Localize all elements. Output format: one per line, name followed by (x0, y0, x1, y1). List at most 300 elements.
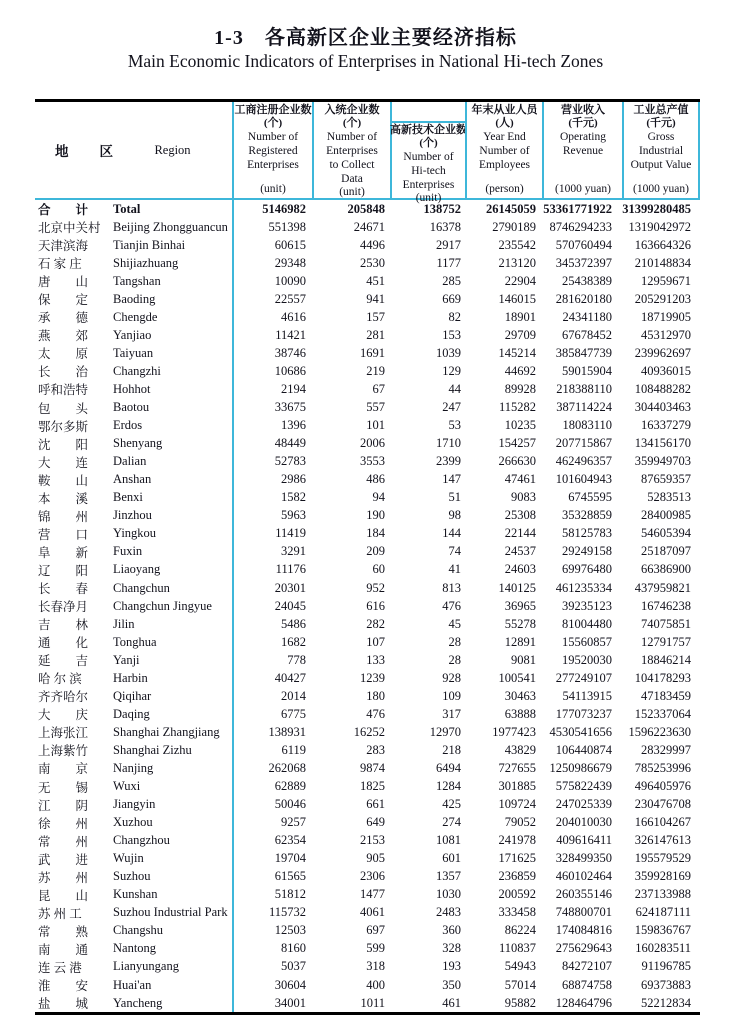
value-cell: 5283513 (647, 490, 691, 505)
value-cell: 28400985 (641, 508, 691, 523)
region-name-cn: 哈 尔 滨 (38, 672, 82, 687)
region-name-en: Shanghai Zhangjiang (113, 724, 220, 739)
value-cell: 241978 (498, 833, 536, 848)
value-cell: 10235 (504, 418, 536, 433)
value-cell: 6119 (281, 742, 306, 757)
value-cell: 95882 (504, 995, 536, 1010)
value-cell: 87659357 (641, 472, 691, 487)
region-name-cn: 无 锡 (38, 780, 89, 795)
value-cell: 575822439 (555, 779, 612, 794)
region-name-cn: 长 治 (38, 365, 89, 380)
value-cell: 218 (442, 742, 461, 757)
table-row (35, 868, 700, 886)
hitech-sub-box (392, 121, 465, 207)
table-row (35, 561, 700, 579)
value-cell: 748800701 (555, 905, 612, 920)
region-name-en: Tangshan (113, 273, 161, 288)
value-cell: 462496357 (555, 454, 612, 469)
header-text-line: Enterprises (402, 179, 455, 191)
value-cell: 41 (448, 562, 461, 577)
region-name-en: Benxi (113, 490, 143, 505)
value-cell: 616 (366, 598, 385, 613)
value-cell: 54113915 (562, 688, 612, 703)
value-cell: 359949703 (634, 454, 691, 469)
value-cell: 62889 (274, 779, 306, 794)
region-header-cell (35, 102, 232, 198)
header-text-line: Output Value (630, 159, 692, 171)
value-cell: 2483 (436, 905, 461, 920)
region-name-en: Jinzhou (113, 508, 152, 523)
value-cell: 55278 (504, 616, 536, 631)
value-cell: 11176 (275, 562, 306, 577)
table-row (35, 326, 700, 344)
value-cell: 905 (366, 851, 385, 866)
column-header-1 (232, 102, 312, 198)
value-cell: 146015 (498, 291, 536, 306)
region-name-en: Jilin (113, 616, 135, 631)
value-cell: 19704 (274, 851, 306, 866)
value-cell: 108488282 (634, 381, 691, 396)
table-row (35, 399, 700, 417)
region-name-cn: 常 州 (38, 834, 89, 849)
value-cell: 237133988 (634, 887, 691, 902)
value-cell: 624187111 (635, 905, 691, 920)
value-cell: 952 (366, 580, 385, 595)
value-cell: 67 (372, 381, 385, 396)
value-cell: 205291203 (634, 291, 691, 306)
value-cell: 6775 (281, 706, 306, 721)
value-cell: 3553 (360, 454, 385, 469)
value-cell: 18846214 (641, 652, 691, 667)
table-row (35, 922, 700, 940)
value-cell: 385847739 (555, 345, 612, 360)
region-name-cn: 长春净月 (38, 600, 89, 615)
value-cell: 133 (366, 652, 385, 667)
value-cell: 25438389 (562, 273, 612, 288)
value-cell: 53361771922 (543, 201, 612, 216)
value-cell: 166104267 (634, 815, 691, 830)
table-row (35, 759, 700, 777)
region-name-cn: 连 云 港 (38, 960, 82, 975)
value-cell: 599 (366, 941, 385, 956)
value-cell: 22904 (504, 273, 536, 288)
value-cell: 1039 (436, 345, 461, 360)
header-text-line: (1000 yuan) (555, 183, 611, 195)
header-text-line: (person) (485, 183, 524, 195)
region-name-en: Liaoyang (113, 562, 161, 577)
value-cell: 34001 (274, 995, 306, 1010)
value-cell: 47461 (504, 472, 536, 487)
value-cell: 5037 (281, 959, 306, 974)
table-row (35, 200, 700, 218)
region-name-en: Lianyungang (113, 959, 179, 974)
value-cell: 28 (448, 634, 461, 649)
value-cell: 387114224 (556, 400, 612, 415)
region-name-cn: 阜 新 (38, 545, 89, 560)
region-name-en: Changchun Jingyue (113, 598, 212, 613)
value-cell: 205848 (347, 201, 385, 216)
value-cell: 496405976 (634, 779, 691, 794)
value-cell: 400 (366, 977, 385, 992)
value-cell: 33675 (274, 400, 306, 415)
table-row (35, 236, 700, 254)
value-cell: 333458 (498, 905, 536, 920)
value-cell: 266630 (498, 454, 536, 469)
header-text-line: 营业收入 (560, 104, 605, 116)
value-cell: 82 (448, 309, 461, 324)
value-cell: 98 (448, 508, 461, 523)
value-cell: 74075851 (641, 616, 691, 631)
region-name-en: Fuxin (113, 544, 143, 559)
region-name-en: Taiyuan (113, 345, 154, 360)
header-text-line: (千元) (646, 117, 676, 129)
value-cell: 425 (442, 797, 461, 812)
value-cell: 2530 (360, 255, 385, 270)
value-cell: 9874 (360, 760, 385, 775)
region-name-cn: 鞍 山 (38, 473, 89, 488)
value-cell: 359928169 (634, 869, 691, 884)
value-cell: 727655 (498, 760, 536, 775)
region-name-en: Baoding (113, 291, 156, 306)
value-cell: 8160 (281, 941, 306, 956)
value-cell: 451 (366, 273, 385, 288)
value-cell: 1582 (281, 490, 306, 505)
value-cell: 109724 (498, 797, 536, 812)
value-cell: 29709 (504, 327, 536, 342)
region-name-en: Nantong (113, 941, 157, 956)
value-cell: 152337064 (634, 706, 691, 721)
region-header-cn: 地 区 (55, 144, 113, 159)
value-cell: 18083110 (562, 418, 612, 433)
value-cell: 661 (366, 797, 385, 812)
value-cell: 304403463 (634, 400, 691, 415)
value-cell: 60 (372, 562, 385, 577)
value-cell: 6494 (436, 760, 461, 775)
table-row (35, 886, 700, 904)
value-cell: 1177 (436, 255, 461, 270)
value-cell: 326147613 (634, 833, 691, 848)
value-cell: 9083 (511, 490, 536, 505)
region-name-cn: 包 头 (38, 401, 89, 416)
value-cell: 29348 (274, 255, 306, 270)
header-text-line: 入统企业数 (324, 104, 380, 116)
value-cell: 19520030 (562, 652, 612, 667)
value-cell: 5486 (281, 616, 306, 631)
value-cell: 66386900 (641, 562, 691, 577)
header-text-line: (千元) (568, 117, 598, 129)
value-cell: 45 (448, 616, 461, 631)
region-name-en: Changchun (113, 580, 170, 595)
value-cell: 51 (448, 490, 461, 505)
table-row (35, 380, 700, 398)
header-text-line: (个) (419, 137, 438, 149)
value-cell: 1596223630 (628, 724, 691, 739)
region-name-cn: 呼和浩特 (38, 383, 89, 398)
value-cell: 1977423 (492, 724, 536, 739)
value-cell: 6745595 (568, 490, 612, 505)
value-cell: 2006 (360, 436, 385, 451)
value-cell: 62354 (274, 833, 306, 848)
table-body (35, 200, 700, 1015)
value-cell: 813 (442, 580, 461, 595)
region-name-cn: 南 京 (38, 762, 89, 777)
value-cell: 60615 (274, 237, 306, 252)
column-header-3 (390, 102, 467, 204)
table-row (35, 958, 700, 976)
value-cell: 200592 (498, 887, 536, 902)
table-row (35, 615, 700, 633)
value-cell: 210148834 (634, 255, 691, 270)
value-cell: 50046 (274, 797, 306, 812)
value-cell: 2306 (360, 869, 385, 884)
region-name-en: Anshan (113, 472, 152, 487)
column-header-6 (622, 102, 700, 198)
region-name-en: Harbin (113, 670, 148, 685)
value-cell: 147 (442, 472, 461, 487)
value-cell: 486 (366, 472, 385, 487)
value-cell: 16337279 (641, 418, 691, 433)
value-cell: 1239 (360, 670, 385, 685)
header-text-line: Hi-tech (411, 165, 446, 177)
value-cell: 301885 (498, 779, 536, 794)
header-text-line: Employees (478, 159, 531, 171)
region-name-cn: 本 溪 (38, 491, 89, 506)
value-cell: 31399280485 (622, 201, 691, 216)
table-row (35, 290, 700, 308)
value-cell: 1319042972 (628, 219, 691, 234)
region-name-cn: 锦 州 (38, 509, 89, 524)
value-cell: 4530541656 (549, 724, 612, 739)
value-cell: 54943 (504, 959, 536, 974)
header-text-line: Year End (483, 131, 526, 143)
region-name-cn: 齐齐哈尔 (38, 690, 89, 705)
value-cell: 24603 (504, 562, 536, 577)
table-row (35, 471, 700, 489)
value-cell: 601 (442, 851, 461, 866)
value-cell: 177073237 (555, 706, 612, 721)
value-cell: 30604 (274, 977, 306, 992)
header-text-line: Operating (560, 131, 606, 143)
value-cell: 153 (442, 327, 461, 342)
table-row (35, 435, 700, 453)
value-cell: 18719905 (641, 309, 691, 324)
value-cell: 2399 (436, 454, 461, 469)
region-name-cn: 吉 林 (38, 618, 89, 633)
value-cell: 44 (448, 381, 461, 396)
region-name-en: Hohhot (113, 381, 151, 396)
region-name-cn: 唐 山 (38, 275, 89, 290)
value-cell: 154257 (498, 436, 536, 451)
value-cell: 260355146 (555, 887, 612, 902)
value-cell: 15560857 (562, 634, 612, 649)
value-cell: 52212834 (641, 995, 691, 1010)
region-name-cn: 合 计 (38, 203, 89, 218)
value-cell: 36965 (504, 598, 536, 613)
value-cell: 5963 (281, 508, 306, 523)
value-cell: 437959821 (634, 580, 691, 595)
value-cell: 53 (448, 418, 461, 433)
header-text-line: Number of (247, 131, 299, 143)
statistics-table (35, 99, 700, 1015)
table-row (35, 741, 700, 759)
value-cell: 35328859 (562, 508, 612, 523)
value-cell: 235542 (498, 237, 536, 252)
value-cell: 84272107 (562, 959, 612, 974)
header-text-line: to Collect (329, 159, 375, 171)
value-cell: 1682 (281, 634, 306, 649)
value-cell: 28329997 (641, 742, 691, 757)
header-text-line: 高新技术企业数 (390, 124, 467, 136)
value-cell: 138931 (268, 724, 306, 739)
region-name-cn: 通 化 (38, 636, 89, 651)
value-cell: 144 (442, 526, 461, 541)
value-cell: 557 (366, 400, 385, 415)
value-cell: 25308 (504, 508, 536, 523)
value-cell: 16746238 (641, 598, 691, 613)
value-cell: 218388110 (556, 381, 612, 396)
header-text-line: (unit) (415, 192, 442, 204)
header-text-line: Data (341, 173, 363, 185)
column-header-labels (235, 104, 312, 172)
value-cell: 22144 (504, 526, 536, 541)
table-row (35, 796, 700, 814)
region-name-en: Baotou (113, 400, 150, 415)
value-cell: 45312970 (641, 327, 691, 342)
column-header-labels (472, 104, 538, 172)
header-text-line: Number of (479, 145, 530, 157)
value-cell: 2917 (436, 237, 461, 252)
table-row (35, 489, 700, 507)
table-row (35, 272, 700, 290)
region-name-cn: 保 定 (38, 293, 89, 308)
value-cell: 24537 (504, 544, 536, 559)
value-cell: 281 (366, 327, 385, 342)
region-name-cn: 江 阴 (38, 798, 89, 813)
value-cell: 86224 (504, 923, 536, 938)
region-name-en: Beijing Zhongguancun (113, 219, 228, 234)
table-row (35, 687, 700, 705)
table-row (35, 453, 700, 471)
table-row (35, 525, 700, 543)
value-cell: 159836767 (634, 923, 691, 938)
value-cell: 11419 (275, 526, 306, 541)
value-cell: 207715867 (555, 436, 612, 451)
value-cell: 283 (366, 742, 385, 757)
table-row (35, 254, 700, 272)
region-name-cn: 淮 安 (38, 979, 89, 994)
value-cell: 1825 (360, 779, 385, 794)
value-cell: 8746294233 (549, 219, 612, 234)
value-cell: 115282 (498, 400, 536, 415)
value-cell: 47183459 (641, 688, 691, 703)
column-header-labels (560, 104, 606, 158)
value-cell: 461 (442, 995, 461, 1010)
value-cell: 4061 (360, 905, 385, 920)
value-cell: 100541 (498, 670, 536, 685)
value-cell: 277249107 (555, 670, 612, 685)
value-cell: 38746 (274, 345, 306, 360)
value-cell: 12959671 (641, 273, 691, 288)
value-cell: 193 (442, 959, 461, 974)
page-title-en: Main Economic Indicators of Enterprises in National Hi-tech Zones (127, 51, 604, 71)
region-name-cn: 延 吉 (38, 654, 89, 669)
value-cell: 476 (442, 598, 461, 613)
value-cell: 104178293 (634, 670, 691, 685)
region-name-cn: 营 口 (38, 527, 89, 542)
region-name-cn: 沈 阳 (38, 437, 89, 452)
value-cell: 24341180 (562, 309, 612, 324)
table-row (35, 723, 700, 741)
value-cell: 460102464 (555, 869, 612, 884)
table-row (35, 417, 700, 435)
region-name-cn: 苏 州 工 (38, 906, 82, 921)
value-cell: 59015904 (562, 363, 612, 378)
value-cell: 40936015 (641, 363, 691, 378)
header-text-line: 年末从业人员 (471, 104, 538, 116)
value-cell: 94 (372, 490, 385, 505)
value-cell: 281620180 (555, 291, 612, 306)
value-cell: 16252 (353, 724, 385, 739)
value-cell: 345372397 (555, 255, 612, 270)
region-name-en: Changzhi (113, 363, 161, 378)
value-cell: 262068 (268, 760, 306, 775)
value-cell: 29249158 (562, 544, 612, 559)
value-cell: 461235334 (555, 580, 612, 595)
region-name-en: Yingkou (113, 526, 157, 541)
value-cell: 101 (366, 418, 385, 433)
column-header-labels (325, 104, 380, 186)
value-cell: 11421 (275, 327, 306, 342)
column-divider-line (232, 200, 234, 1012)
region-name-en: Suzhou Industrial Park (113, 905, 228, 920)
value-cell: 69976480 (562, 562, 612, 577)
region-name-en: Jiangyin (113, 797, 156, 812)
value-cell: 4616 (281, 309, 306, 324)
region-name-cn: 长 春 (38, 582, 89, 596)
value-cell: 476 (366, 706, 385, 721)
value-cell: 91196785 (641, 959, 691, 974)
value-cell: 195579529 (634, 851, 691, 866)
region-name-cn: 北京中关村 (38, 221, 101, 236)
value-cell: 39235123 (562, 598, 612, 613)
region-name-en: Shanghai Zizhu (113, 742, 192, 757)
region-name-cn: 武 进 (38, 852, 89, 867)
value-cell: 190 (366, 508, 385, 523)
value-cell: 44692 (504, 363, 536, 378)
value-cell: 24671 (353, 219, 385, 234)
value-cell: 10686 (274, 363, 306, 378)
value-cell: 247 (442, 400, 461, 415)
header-text-line: Number of (326, 131, 378, 143)
header-text-line: 工业总产值 (633, 104, 689, 116)
region-name-cn: 苏 州 (38, 870, 89, 885)
value-cell: 285 (442, 273, 461, 288)
header-text-line: 工商注册企业数 (234, 104, 312, 116)
table-row (35, 579, 700, 597)
value-cell: 204010030 (555, 815, 612, 830)
table-row (35, 814, 700, 832)
header-text-line: (人) (495, 117, 514, 129)
table-row (35, 362, 700, 380)
table-row (35, 778, 700, 796)
table-row (35, 543, 700, 561)
value-cell: 20301 (274, 580, 306, 595)
value-cell: 79052 (504, 815, 536, 830)
region-name-en: Nanjing (113, 760, 154, 775)
region-name-cn: 鄂尔多斯 (38, 419, 89, 434)
value-cell: 52783 (274, 454, 306, 469)
region-name-cn: 南 通 (38, 942, 89, 957)
